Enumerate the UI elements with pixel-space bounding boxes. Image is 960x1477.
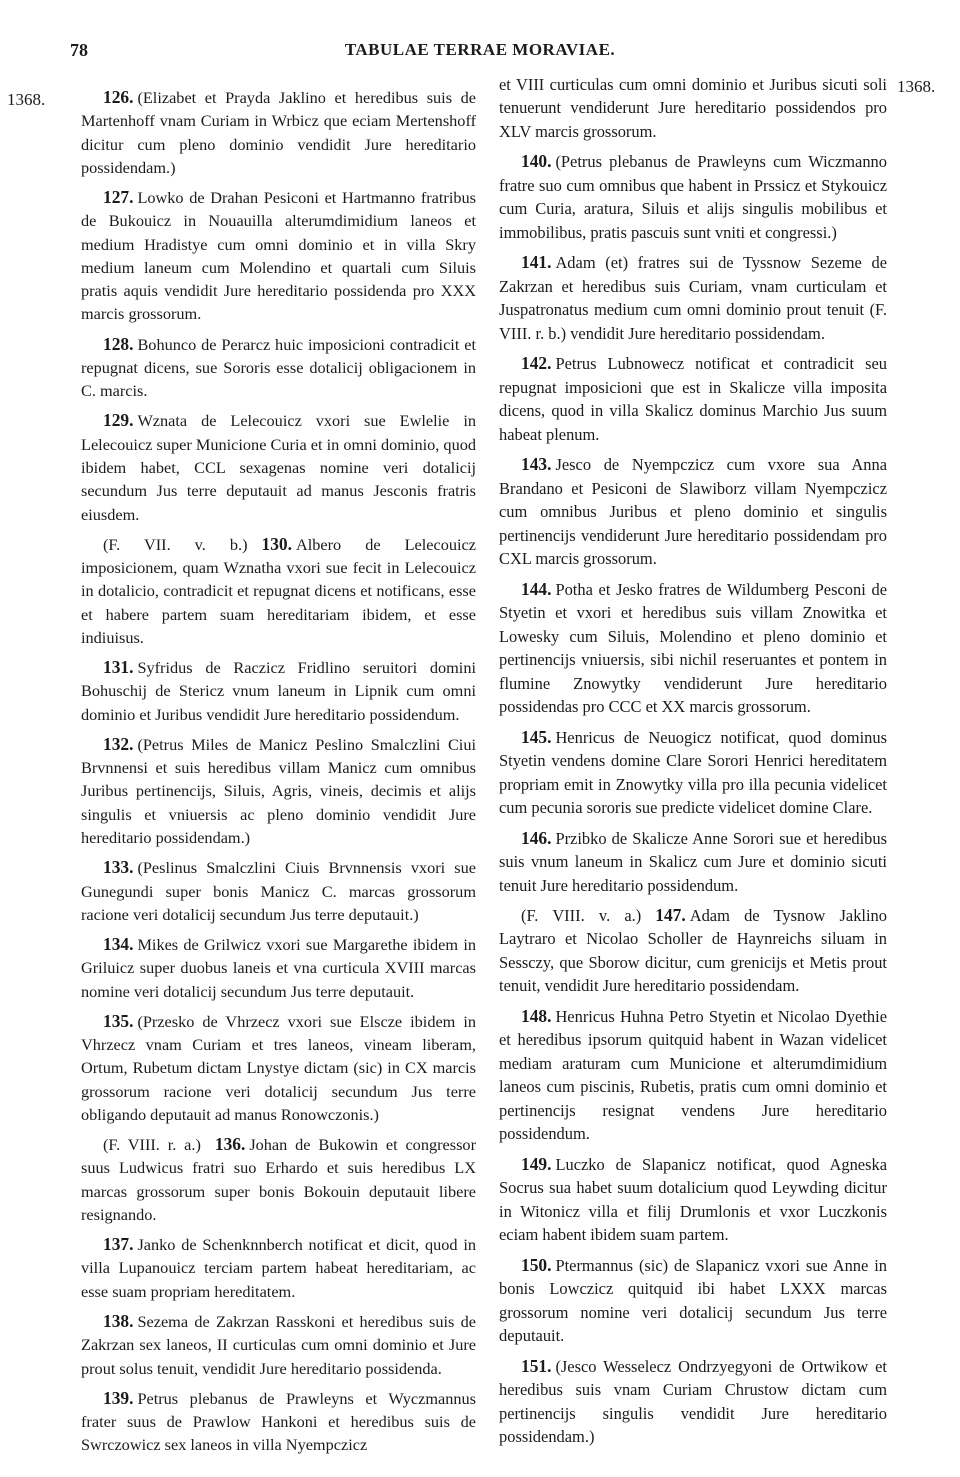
entry-text: Wznata de Lelecouicz vxori sue Ewlelie in Lelecouicz super Municione Curia et in omni dominio, quod ibidem habet, CCL sexagenas nomine veri dotalicij secundum Jus terre deputauit ad manus Jesconis fratris eiusdem.: [81, 411, 476, 524]
entry-paragraph: [81, 409, 476, 525]
entry-number: 129.: [103, 410, 134, 431]
entry-number: 131.: [103, 657, 134, 678]
entry-paragraph: [499, 827, 887, 897]
entry-text: Jesco de Nyempczicz cum vxore sua Anna Brandano et Pesiconi de Slawiborz villam Nyempczicz cum omnibus Juribus et pleno dominio et singulis pertinencijs vendiderunt Jure hereditario possidendam pro CXL marcis grossorum.: [499, 455, 887, 569]
entry-text: Luczko de Slapanicz notificat, quod Agneska Socrus sua habet suum dotalicium quod Leywding dicitur in Witonicz villa et filij Drumlonis et vxor Luczkonis eciam habent ibidem suam partem.: [499, 1154, 887, 1245]
entry-paragraph: [499, 726, 887, 820]
right-text-column: [499, 73, 887, 1456]
entry-number: 140.: [521, 151, 552, 172]
entry-number: 148.: [521, 1005, 552, 1026]
entry-text: (Jesco Wesselecz Ondrzyegyoni de Ortwikow et heredibus suis vnam Curiam Chrustow dictam cum pertinencijs singulis vendidit Jure hereditario possidendam.): [499, 1356, 887, 1447]
entry-paragraph: [81, 856, 476, 926]
entry-number: 139.: [103, 1387, 134, 1408]
entry-number: 135.: [103, 1010, 134, 1031]
entry-paragraph: [81, 533, 476, 649]
entry-number: 142.: [521, 353, 552, 374]
entry-text: Janko de Schenknnberch notificat et dicit, quod in villa Lupanouicz terciam partem habeat hereditariam, ac esse suam propriam hereditatem.: [81, 1235, 476, 1301]
entry-number: 134.: [103, 934, 134, 955]
entry-paragraph: [81, 1233, 476, 1303]
entry-text: Adam de Tysnow Jaklino Laytraro et Nicolao Scholler de Haynreichs siluam in Sessczy, que Sborow dicitur, cum grenicijs et Metis prout tenuit, vendidit Jure hereditario possidendam.: [499, 905, 887, 996]
entry-text: Albero de Lelecouicz imposicionem, quam Wznatha vxori sue fecit in Lelecouicz in dotalicio, contradicit et repugnat dicens et notificans, esse et habere partem suam hereditariam ibidem, et esse indiuisus.: [81, 534, 477, 647]
entry-paragraph: [81, 656, 476, 726]
page-number: 78: [70, 40, 88, 60]
folio-reference: (F. VIII. r. a.): [103, 1135, 201, 1155]
entry-paragraph: [499, 904, 887, 998]
entry-text: Petrus plebanus de Prawleyns et Wyczmannus frater suus de Prawlow Hankoni et heredibus suis de Swrczowicz sex laneos in villa Nyempczicz: [81, 1388, 476, 1455]
entry-paragraph: [81, 1133, 476, 1226]
entry-text: (Przesko de Vhrzecz vxori sue Elscze ibidem in Vhrzecz vnam Curiam et tres laneos, vineam liberam, Ortum, Rubetum dictam Lnystye dictam (sic) in CX marcis grossorum racione veri dotalicij secundum Jus terre obligando deputauit ad manus Ronowczonis.): [81, 1011, 476, 1124]
entry-paragraph: [499, 352, 887, 446]
entry-number: 143.: [521, 454, 552, 475]
margin-year-left: 1368.: [7, 90, 46, 109]
entry-paragraph: [499, 1153, 887, 1247]
entry-text: Potha et Jesko fratres de Wildumberg Pesconi de Styetin et vxori et heredibus suis villam Znowitka et Lowesky cum Siluis, Molendino et pleno dominio et pertinencijs vniuersis, sibi nichil reseruantes et pontem in flumine Znowytky vendiderunt Jure hereditario possidendas pro CCC et XX marcis grossorum.: [499, 579, 887, 717]
entry-number: 132.: [103, 733, 134, 754]
entry-text: (Elizabet et Prayda Jaklino et heredibus suis de Martenhoff vnam Curiam in Wrbicz que eciam Mertenshoff dicitur cum pleno dominio vendidit Jure hereditario possidendam.): [81, 88, 476, 177]
entry-number: 141.: [521, 252, 552, 273]
entry-paragraph: [81, 333, 476, 403]
entry-number: 133.: [103, 857, 134, 878]
entry-number: 128.: [103, 333, 134, 354]
entry-number: 146.: [521, 827, 552, 848]
entry-text: Lowko de Drahan Pesiconi et Hartmanno fratribus de Bukouicz in Nouauilla alterumdimidium laneos et medium Hradistye cum omni dominio et in villa Skry medium laneum cum Molendino et quartali cum Siluis pratis aquis vendidit Jure hereditario possidenda pro XXX marcis grossorum.: [81, 188, 476, 324]
entry-paragraph: [499, 251, 887, 345]
entry-paragraph: [81, 1387, 476, 1457]
entry-text: Mikes de Grilwicz vxori sue Margarethe ibidem in Griluicz super duobus laneis et vna curticula XVIII marcas nomine veri dotalicij secundum Jus terre deputauit.: [81, 935, 476, 1001]
entry-paragraph: [81, 1010, 476, 1126]
entry-text: Henricus de Neuogicz notificat, quod dominus Styetin vendens domine Clare Sorori Henrici hereditatem propriam emit in Znowytky villa pro illa pecunia videlicet cum pecunia sororis sue predicte videlicet domine Clare.: [499, 727, 887, 818]
entry-text: Syfridus de Raczicz Fridlino seruitori domini Bohuschij de Stericz vnum laneum in Lipnik cum omni dominio et Juribus vendidit Jure hereditario possidendum.: [81, 658, 476, 724]
entry-number: 138.: [103, 1311, 134, 1332]
entry-number: 136.: [214, 1134, 246, 1155]
entry-paragraph: [499, 578, 887, 719]
entry-text: Przibko de Skalicze Anne Sorori sue et heredibus suis vnum laneum in Skalicz cum Jure et dominio sicuti tenuit Jure hereditario possidendum.: [499, 828, 887, 895]
entry-paragraph: [81, 933, 476, 1003]
entry-paragraph: [499, 1355, 887, 1449]
entry-paragraph: [81, 86, 476, 179]
entry-number: 127.: [103, 187, 134, 208]
entry-text: (Peslinus Smalczlini Ciuis Brvnnensis vxori sue Gunegundi super bonis Manicz C. marcas grossorum racione veri dotalicij secundum Jus terre deputauit.): [81, 858, 476, 924]
entry-text: et VIII curticulas cum omni dominio et Juribus sicuti soli tenuerunt vendiderunt Jure hereditario possidendos pro XLV marcis grossorum.: [499, 75, 887, 141]
entry-number: 150.: [521, 1254, 552, 1275]
entry-text: Adam (et) fratres sui de Tyssnow Sezeme de Zakrzan et heredibus suis Curiam, vnam curticulam et Juspatronatus medium cum omni dominio prout tenuit (F. VIII. r. b.) vendidit Jure hereditario possidendam.: [499, 253, 887, 343]
entry-number: 147.: [655, 904, 686, 925]
entry-number: 144.: [521, 578, 552, 599]
entry-text: Bohunco de Perarcz huic imposicioni contradicit et repugnat dicens, sue Sororis esse dotalicij obligacionem in C. marcis.: [81, 334, 476, 401]
entry-paragraph: [499, 453, 887, 570]
entry-paragraph: [499, 1005, 887, 1146]
entry-number: 151.: [521, 1355, 552, 1376]
entry-text: (Petrus Miles de Manicz Peslino Smalczlini Ciui Brvnnensi et suis heredibus villam Manicz cum omnibus Juribus pertinencijs, Siluis, Agris, vineis, decimis et alijs singulis et vniuersis ac pleno dominio vendidit Jure hereditario possidendam.): [81, 734, 476, 847]
entry-number: 126.: [103, 87, 134, 107]
entry-text: Henricus Huhna Petro Styetin et Nicolao Dyethie et heredibus ipsorum quitquid habent in Wazan videlicet mediam araturam cum Municione et alterumdimidium laneos cum piscinis, Rubetis, pratis cum omni dominio et pertinencijs resignat vendens Jure hereditario possidendum.: [499, 1006, 887, 1144]
entry-paragraph: [499, 73, 887, 143]
entry-paragraph: [81, 1310, 476, 1380]
margin-year-right: 1368.: [897, 77, 936, 96]
running-title: TABULAE TERRAE MORAVIAE.: [344, 40, 616, 59]
entry-number: 137.: [103, 1234, 134, 1255]
entry-paragraph: [81, 733, 476, 849]
entry-paragraph: [499, 1254, 887, 1348]
folio-reference: (F. VII. v. b.): [103, 534, 248, 554]
entry-text: Sezema de Zakrzan Rasskoni et heredibus suis de Zakrzan sex laneos, II curticulas cum omni dominio et Jure prout solus tenuit, vendidit Jure hereditario possidenda.: [81, 1312, 476, 1378]
entry-number: 145.: [521, 726, 552, 747]
entry-paragraph: [81, 186, 476, 326]
entry-text: Petrus Lubnowecz notificat et contradicit seu repugnat imposicioni que est in Skalicze villa imposita dicens, quod in villa Skalicz dominus Marchio Jus suum habeat plenum.: [499, 354, 887, 444]
entry-number: 130.: [261, 533, 292, 554]
entry-number: 149.: [521, 1153, 552, 1174]
entry-text: Ptermannus (sic) de Slapanicz vxori sue Anne in bonis Lowczicz quitquid ibi habet LXXX marcas grossorum nomine veri dotalicij secundum Jus terre deputauit.: [499, 1255, 887, 1346]
entry-text: Johan de Bukowin et congressor suus Ludwicus fratri suo Erhardo et suis heredibus LX marcas grossorum super bonis Bokouin deputauit libere resignando.: [81, 1135, 476, 1224]
entry-text: (Petrus plebanus de Prawleyns cum Wiczmanno fratre suo cum omnibus que habent in Prssicz et Stykouicz cum Curia, aratura, Siluis et alijs singulis mobilibus et immobilibus, pratis pascuis sunt vniti et congressi.): [499, 152, 887, 242]
entry-paragraph: [499, 150, 887, 244]
folio-reference: (F. VIII. v. a.): [521, 905, 642, 925]
left-text-column: [81, 86, 476, 1464]
